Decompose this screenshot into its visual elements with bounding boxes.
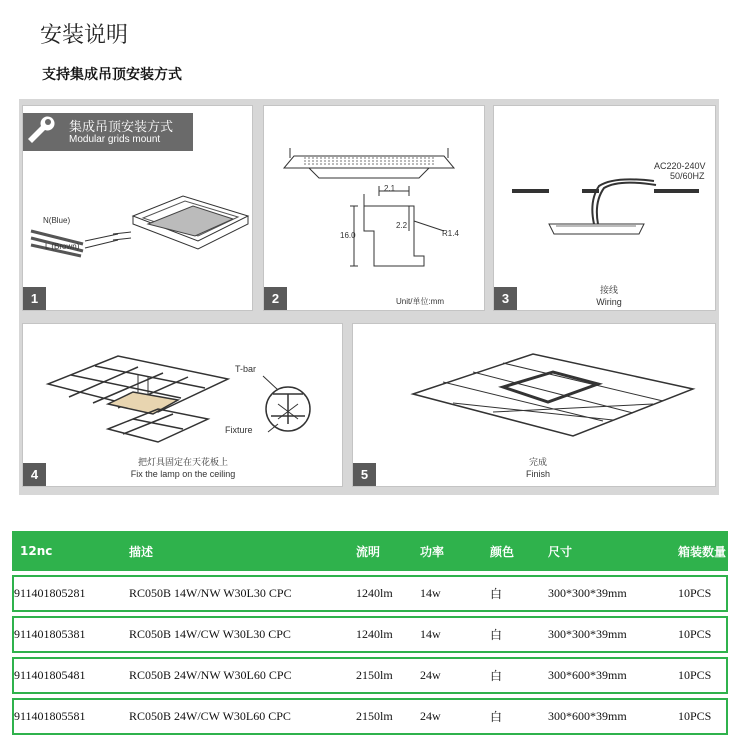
cell-description: RC050B 14W/CW W30L30 CPC	[123, 616, 350, 653]
cell-color: 白	[484, 657, 542, 694]
cell-power: 24w	[414, 698, 484, 735]
step-number: 5	[353, 463, 376, 486]
cell-qty: 10PCS	[672, 657, 728, 694]
cell-power: 24w	[414, 657, 484, 694]
wiring-drawing	[494, 106, 716, 311]
step-1-panel	[22, 105, 253, 311]
dim-2-1: 2.1	[384, 184, 396, 193]
cell-lumen: 1240lm	[350, 616, 414, 653]
table-row	[12, 657, 728, 694]
header-power: 功率	[414, 531, 484, 571]
dimension-drawing	[264, 106, 485, 311]
cell-12nc: 911401805481	[12, 657, 123, 694]
voltage-label: AC220-240V	[654, 161, 706, 171]
step-number: 2	[264, 287, 287, 310]
wiring-caption: 接线 Wiring	[596, 285, 622, 307]
step-4-panel	[22, 323, 343, 487]
cell-size: 300*600*39mm	[542, 657, 672, 694]
step-3-panel	[493, 105, 716, 311]
cell-size: 300*300*39mm	[542, 575, 672, 612]
cell-lumen: 1240lm	[350, 575, 414, 612]
header-color: 颜色	[484, 531, 542, 571]
cell-12nc: 911401805381	[12, 616, 123, 653]
step-2-panel	[263, 105, 485, 311]
cell-lumen: 2150lm	[350, 698, 414, 735]
cell-size: 300*300*39mm	[542, 616, 672, 653]
cell-power: 14w	[414, 616, 484, 653]
cell-12nc: 911401805581	[12, 698, 123, 735]
table-row	[12, 575, 728, 612]
cell-12nc: 911401805281	[12, 575, 123, 612]
dim-16-0: 16.0	[340, 231, 356, 240]
cell-color: 白	[484, 698, 542, 735]
cell-lumen: 2150lm	[350, 657, 414, 694]
section-subtitle: 支持集成吊顶安装方式	[42, 67, 182, 83]
table-header-row	[12, 531, 728, 571]
header-12nc: 12nc	[12, 531, 123, 571]
cell-qty: 10PCS	[672, 616, 728, 653]
table-row	[12, 616, 728, 653]
installation-diagram	[19, 99, 719, 495]
header-size: 尺寸	[542, 531, 672, 571]
header-lumen: 流明	[350, 531, 414, 571]
dim-radius: R1.4	[442, 229, 459, 238]
tbar-label: T-bar	[235, 364, 257, 374]
cell-qty: 10PCS	[672, 575, 728, 612]
cell-description: RC050B 14W/NW W30L30 CPC	[123, 575, 350, 612]
cell-color: 白	[484, 616, 542, 653]
cell-power: 14w	[414, 575, 484, 612]
cell-color: 白	[484, 575, 542, 612]
fixture-label: Fixture	[225, 425, 253, 435]
header-description: 描述	[123, 531, 350, 571]
l-brown-label: L (Brown)	[45, 242, 80, 251]
step-number: 3	[494, 287, 517, 310]
n-blue-label: N(Blue)	[43, 216, 71, 225]
cell-description: RC050B 24W/CW W30L60 CPC	[123, 698, 350, 735]
header-carton-qty: 箱装数量	[672, 531, 728, 571]
dim-2-2: 2.2	[396, 221, 408, 230]
banner-title-cn: 集成吊顶安装方式	[69, 120, 174, 135]
step-number: 4	[23, 463, 46, 486]
cell-size: 300*600*39mm	[542, 698, 672, 735]
page-title: 安装说明	[40, 23, 129, 48]
table-row	[12, 698, 728, 735]
lamp-connection-drawing	[23, 106, 253, 311]
unit-label: Unit/单位:mm	[396, 297, 444, 306]
finish-caption: 完成 Finish	[525, 457, 550, 479]
product-spec-table	[12, 527, 728, 739]
fix-lamp-caption: 把灯具固定在天花板上 Fix the lamp on the ceiling	[130, 457, 236, 479]
step-5-panel	[352, 323, 716, 487]
cell-description: RC050B 24W/NW W30L60 CPC	[123, 657, 350, 694]
cell-qty: 10PCS	[672, 698, 728, 735]
frequency-label: 50/60HZ	[670, 171, 705, 181]
banner-title-en: Modular grids mount	[69, 134, 161, 145]
step-number: 1	[23, 287, 46, 310]
